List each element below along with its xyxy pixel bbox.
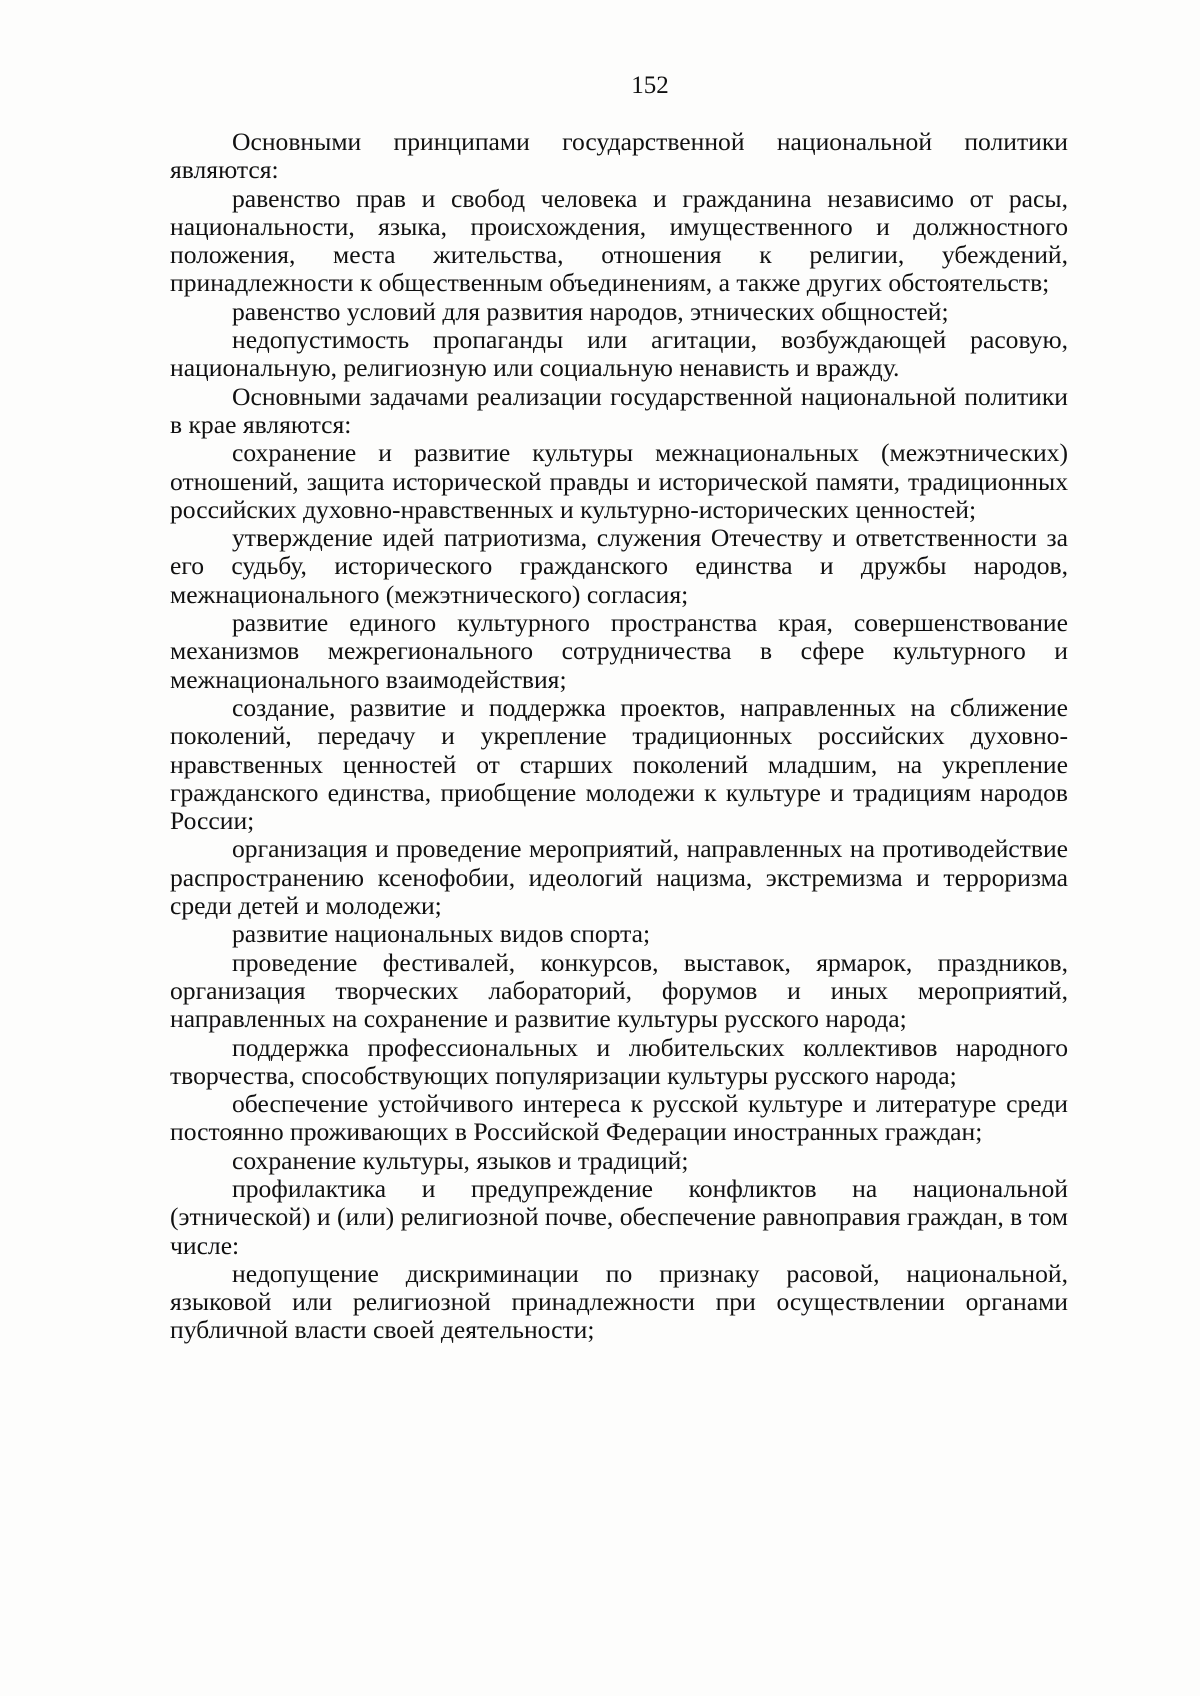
paragraph: Основными задачами реализации государственной национальной политики в крае являются: [170, 381, 1068, 439]
paragraph: профилактика и предупреждение конфликтов на национальной (этнической) и (или) религиозной почве, обеспечение равноправия граждан, в том числе: [170, 1173, 1068, 1260]
page-number: 152 [631, 72, 669, 99]
paragraph: недопустимость пропаганды или агитации, возбуждающей расовую, национальную, религиозную или социальную ненависть и вражду. [170, 325, 1068, 383]
paragraph: равенство условий для развития народов, этнических общностей; [232, 296, 949, 326]
paragraph: равенство прав и свобод человека и гражданина независимо от расы, национальности, языка, происхождения, имущественного и должностного положения, места жительства, отношения к религии, убеждений, принадлежности к общественным объединениям, а также других обстоятельств; [170, 183, 1068, 298]
paragraph: Основными принципами государственной национальной политики являются: [170, 127, 1068, 185]
paragraph: сохранение культуры, языков и традиций; [232, 1145, 689, 1175]
document-body [170, 128, 1068, 1345]
paragraph: развитие единого культурного пространства края, совершенствование механизмов межрегионального сотрудничества в сфере культурного и межнационального взаимодействия; [170, 608, 1068, 694]
paragraph: организация и проведение мероприятий, направленных на противодействие распространению ксенофобии, идеологий нацизма, экстремизма и терроризма среди детей и молодежи; [170, 834, 1068, 921]
paragraph: обеспечение устойчивого интереса к русской культуре и литературе среди постоянно проживающих в Российской Федерации иностранных граждан; [170, 1089, 1068, 1147]
paragraph: утверждение идей патриотизма, служения Отечеству и ответственности за его судьбу, исторического гражданского единства и дружбы народов, межнационального (межэтнического) согласия; [170, 523, 1068, 609]
paragraph: создание, развитие и поддержка проектов, направленных на сближение поколений, передачу и укрепление традиционных российских духовно-нравственных ценностей от старших поколений младшим, на укрепление гражданского единства, приобщение молодежи к культуре и традициям народов России; [170, 692, 1068, 836]
paragraph: сохранение и развитие культуры межнациональных (межэтнических) отношений, защита исторической правды и исторической памяти, традиционных российских духовно-нравственных и культурно-исторических ценностей; [170, 438, 1068, 524]
paragraph: поддержка профессиональных и любительских коллективов народного творчества, способствующих популяризации культуры русского народа; [170, 1032, 1068, 1090]
paragraph: проведение фестивалей, конкурсов, выставок, ярмарок, праздников, организация творческих лабораторий, форумов и иных мероприятий, направленных на сохранение и развитие культуры русского народа; [170, 947, 1068, 1034]
paragraph: развитие национальных видов спорта; [232, 919, 651, 949]
paragraph: недопущение дискриминации по признаку расовой, национальной, языковой или религиозной принадлежности при осуществлении органами публичной власти своей деятельности; [170, 1258, 1068, 1345]
